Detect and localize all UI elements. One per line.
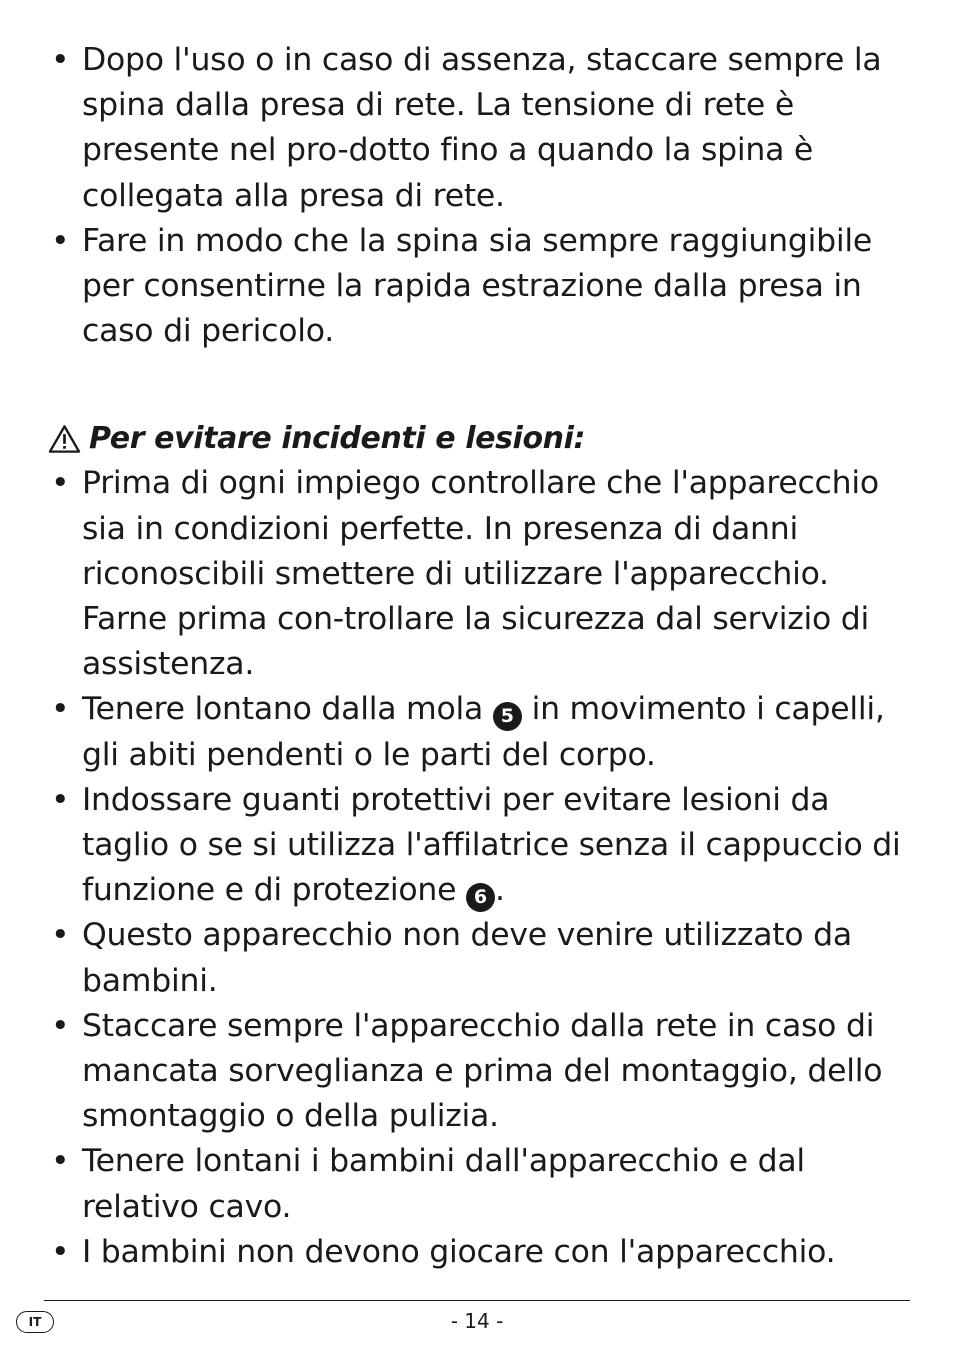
page-number: - 14 - [450, 1309, 504, 1333]
footer-divider [44, 1300, 910, 1301]
section-heading-text: Per evitare incidenti e lesioni: [89, 421, 586, 457]
list-item-text: Indossare guanti protettivi per evitare lesioni da taglio o se si utilizza l'affilatrice senza il cappuccio di funzione e di protezione [82, 781, 901, 909]
list-item-text: Dopo l'uso o in caso di assenza, staccare sempre la spina dalla presa di rete. La tensione di rete è presente nel pro-dotto fino a quando la spina è collegata alla presa di rete. [82, 42, 882, 214]
language-badge: IT [16, 1311, 54, 1333]
list-item: • Tenere lontani i bambini dall'apparecchio e dal relativo cavo. [51, 1143, 805, 1225]
part-number-badge: 5 [493, 702, 522, 731]
list-item: • Questo apparecchio non deve venire utilizzato da bambini. [51, 917, 852, 999]
part-number-badge: 6 [466, 883, 495, 912]
list-item-text: Questo apparecchio non deve venire utilizzato da bambini. [82, 917, 852, 999]
list-item: • I bambini non devono giocare con l'apparecchio. [51, 1233, 836, 1270]
list-item-text: I bambini non devono giocare con l'apparecchio. [82, 1233, 836, 1270]
list-item: • Tenere lontano dalla mola 5 in movimento i capelli, gli abiti pendenti o le parti del corpo. [51, 691, 885, 773]
list-item: • Fare in modo che la spina sia sempre raggiungibile per consentirne la rapida estrazione dalla presa in caso di pericolo. [51, 222, 872, 350]
list-item-text: Prima di ogni impiego controllare che l'apparecchio sia in condizioni perfette. In presenza di danni riconoscibili smettere di utilizzare l'apparecchio. Farne prima con-trollare la sicurezza dal servizio di assistenza. [82, 465, 879, 683]
list-item: • Staccare sempre l'apparecchio dalla rete in caso di mancata sorveglianza e prima del montaggio, dello smontaggio o della pulizia. [51, 1007, 883, 1135]
section-heading [48, 416, 918, 461]
list-item-text: Tenere lontano dalla mola [82, 691, 484, 728]
list-item-text: Fare in modo che la spina sia sempre raggiungibile per consentirne la rapida estrazione dalla presa in caso di pericolo. [82, 222, 872, 350]
list-item-text: Staccare sempre l'apparecchio dalla rete in caso di mancata sorveglianza e prima del montaggio, dello smontaggio o della pulizia. [82, 1007, 883, 1135]
list-item: • Prima di ogni impiego controllare che l'apparecchio sia in condizioni perfette. In presenza di danni riconoscibili smettere di utilizzare l'apparecchio. Farne prima con-trollare la sicurezza dal servizio di assistenza. [51, 465, 879, 683]
list-item-text: . [495, 872, 505, 909]
list-item: • Dopo l'uso o in caso di assenza, staccare sempre la spina dalla presa di rete. La tensione di rete è presente nel pro-dotto fino a quando la spina è collegata alla presa di rete. [51, 42, 882, 214]
list-item-text: in movimento i capelli, gli abiti pendenti o le parti del corpo. [82, 691, 885, 773]
page-content [48, 38, 918, 1275]
warning-triangle-icon [48, 424, 81, 454]
list-item: • Indossare guanti protettivi per evitare lesioni da taglio o se si utilizza l'affilatrice senza il cappuccio di funzione e di protezione 6 . [48, 778, 918, 914]
power-safety-list [48, 38, 918, 354]
accident-prevention-list [48, 461, 918, 1275]
list-item-text: Tenere lontani i bambini dall'apparecchio e dal relativo cavo. [82, 1143, 805, 1225]
